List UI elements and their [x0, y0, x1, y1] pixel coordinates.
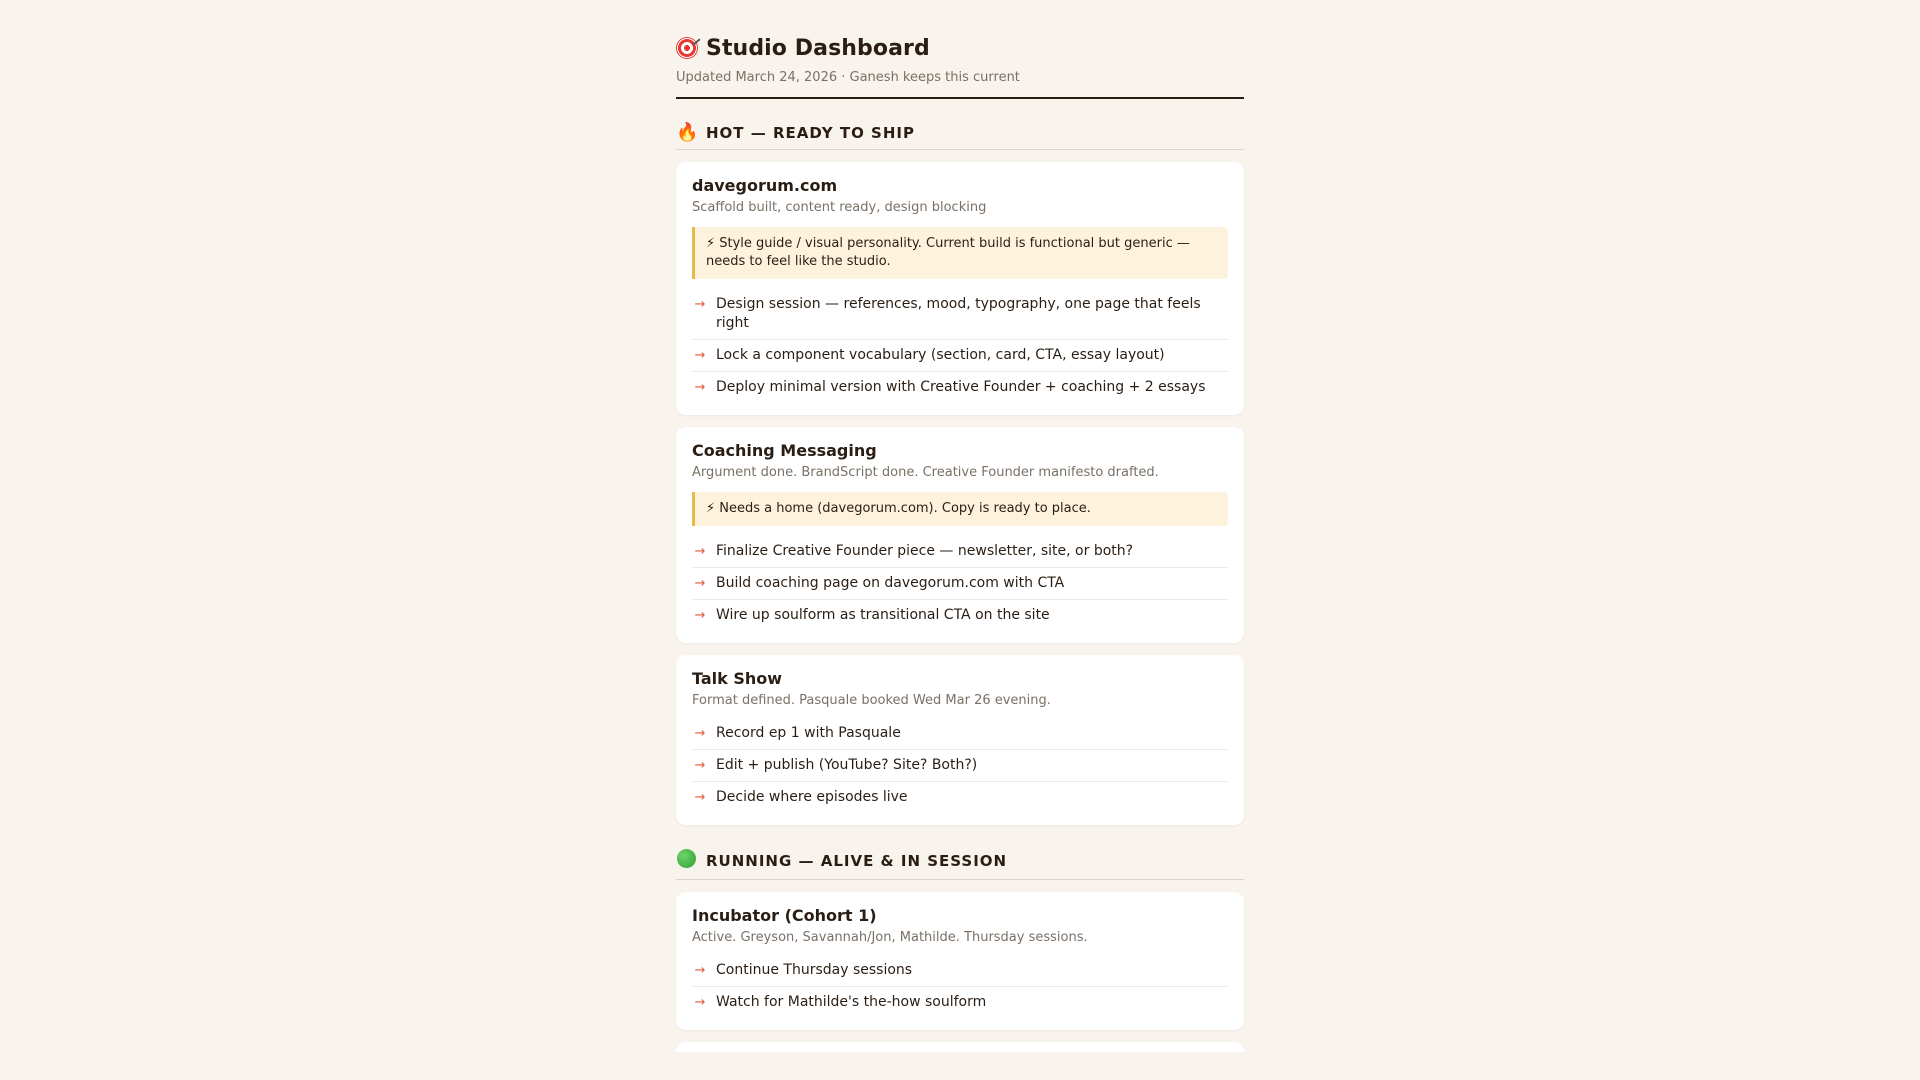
- task-list: [692, 536, 1228, 631]
- task-text: Wire up soulform as transitional CTA on the site: [716, 607, 1050, 623]
- section-running: [676, 849, 1244, 1052]
- blocker-callout: ⚡ Style guide / visual personality. Current build is functional but generic — needs to feel like the studio.: [692, 227, 1228, 279]
- task-item[interactable]: [692, 340, 1228, 372]
- page-title: Studio Dashboard: [706, 35, 930, 61]
- arrow-right-icon: →: [694, 544, 706, 559]
- card-title: Incubator (Cohort 1): [692, 906, 877, 925]
- target-icon: [676, 37, 698, 59]
- arrow-right-icon: →: [694, 348, 706, 363]
- next-card-peek: [676, 1042, 1244, 1052]
- task-list: [692, 718, 1228, 813]
- task-item[interactable]: [692, 987, 1228, 1018]
- arrow-right-icon: →: [694, 758, 706, 773]
- section-title: RUNNING — ALIVE & IN SESSION: [706, 852, 1008, 870]
- card-title: Talk Show: [692, 669, 783, 688]
- arrow-right-icon: →: [694, 790, 706, 805]
- task-text: Decide where episodes live: [716, 789, 908, 805]
- task-list: [692, 289, 1228, 403]
- task-item[interactable]: [692, 750, 1228, 782]
- card-title: davegorum.com: [692, 176, 838, 195]
- task-item[interactable]: [692, 782, 1228, 813]
- task-text: Finalize Creative Founder piece — newsletter, site, or both?: [716, 543, 1134, 559]
- task-item[interactable]: [692, 536, 1228, 568]
- arrow-right-icon: →: [694, 608, 706, 623]
- title-row: [676, 34, 1244, 62]
- dashboard-page: [676, 34, 1244, 1052]
- task-text: Watch for Mathilde's the-how soulform: [716, 994, 987, 1010]
- project-card[interactable]: [676, 892, 1244, 1030]
- task-text: Record ep 1 with Pasquale: [716, 725, 901, 741]
- green-circle-icon: [676, 849, 697, 873]
- card-subtitle: Scaffold built, content ready, design blocking: [692, 200, 987, 215]
- page-subtitle: Updated March 24, 2026 · Ganesh keeps this current: [676, 70, 1020, 85]
- task-text: Deploy minimal version with Creative Founder + coaching + 2 essays: [716, 379, 1206, 395]
- task-item[interactable]: [692, 718, 1228, 750]
- section-header: [676, 123, 1244, 150]
- fire-icon: 🔥: [676, 122, 699, 143]
- task-item[interactable]: [692, 289, 1228, 340]
- project-card[interactable]: [676, 162, 1244, 415]
- task-text: Build coaching page on davegorum.com with CTA: [716, 575, 1065, 591]
- task-text: Continue Thursday sessions: [716, 962, 913, 978]
- task-list: [692, 955, 1228, 1018]
- arrow-right-icon: →: [694, 576, 706, 591]
- card-subtitle: Argument done. BrandScript done. Creative Founder manifesto drafted.: [692, 465, 1159, 480]
- task-item[interactable]: [692, 600, 1228, 631]
- arrow-right-icon: →: [694, 963, 706, 978]
- page-header: [676, 34, 1244, 99]
- blocker-callout: ⚡ Needs a home (davegorum.com). Copy is ready to place.: [692, 492, 1228, 526]
- task-text: Lock a component vocabulary (section, card, CTA, essay layout): [716, 347, 1165, 363]
- section-hot: [676, 123, 1244, 825]
- section-title: HOT — READY TO SHIP: [706, 124, 915, 142]
- task-text: Edit + publish (YouTube? Site? Both?): [716, 757, 978, 773]
- card-subtitle: Active. Greyson, Savannah/Jon, Mathilde. Thursday sessions.: [692, 930, 1088, 945]
- arrow-right-icon: →: [694, 380, 706, 395]
- task-text: Design session — references, mood, typography, one page that feels right: [716, 296, 1201, 331]
- project-card[interactable]: [676, 655, 1244, 825]
- arrow-right-icon: →: [694, 297, 706, 312]
- section-header: [676, 849, 1244, 880]
- card-subtitle: Format defined. Pasquale booked Wed Mar 26 evening.: [692, 693, 1051, 708]
- task-item[interactable]: [692, 372, 1228, 403]
- task-item[interactable]: [692, 568, 1228, 600]
- project-card[interactable]: [676, 427, 1244, 643]
- arrow-right-icon: →: [694, 726, 706, 741]
- card-title: Coaching Messaging: [692, 441, 877, 460]
- arrow-right-icon: →: [694, 995, 706, 1010]
- task-item[interactable]: [692, 955, 1228, 987]
